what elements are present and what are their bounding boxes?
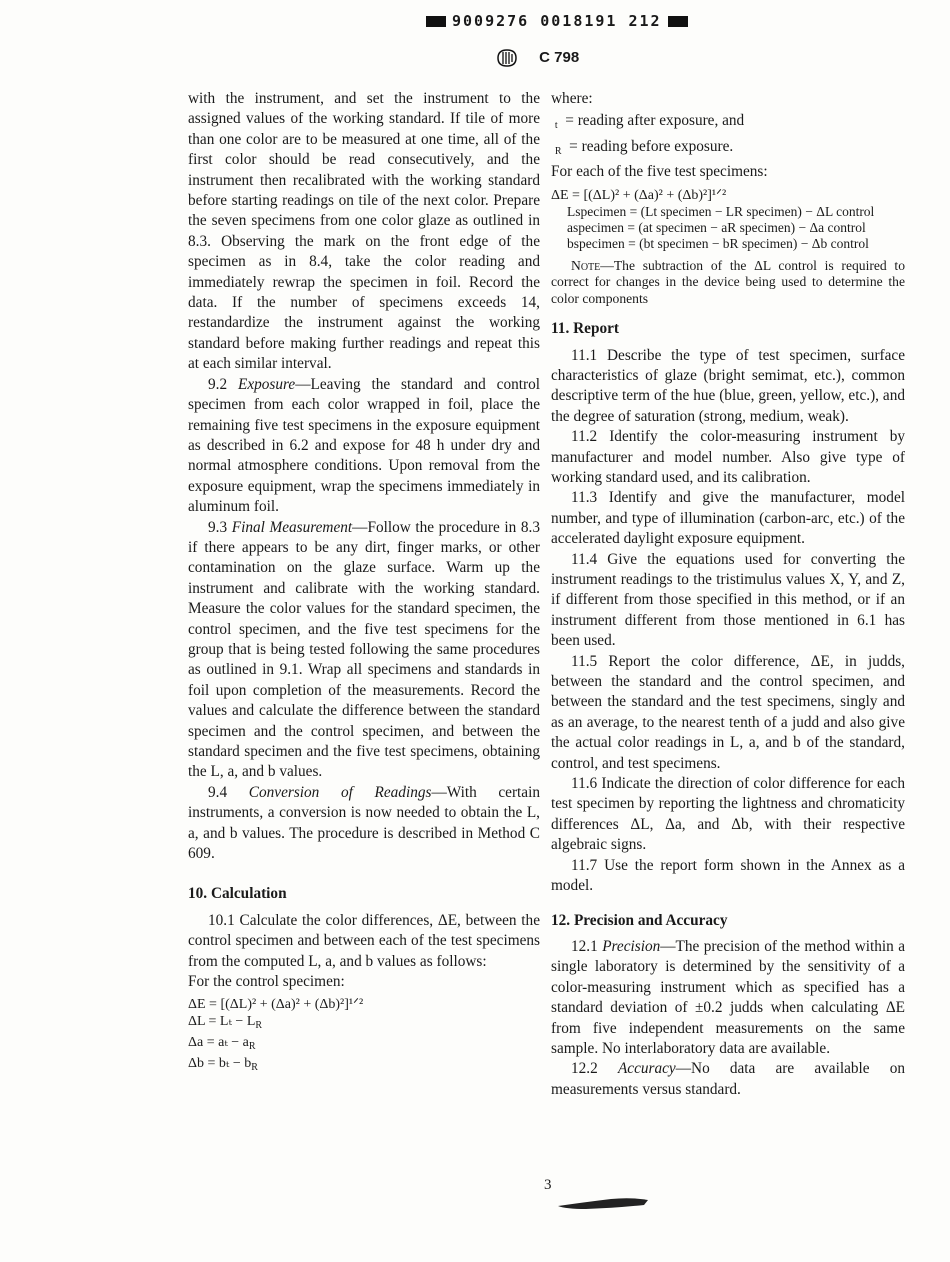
paragraph-12-1: 12.1 Precision—The precision of the method within a single laboratory is determined by the sensitivity of a color-measuring instrument which as specified has a standard deviation of ±0.2 judds when calculating ΔE from five independent measurements on the same sample. No interlaboratory data are available. [551,937,905,1057]
equation-delta-e: ΔE = [(ΔL)² + (Δa)² + (Δb)²]¹ᐟ² [188,997,364,1013]
section-title-accuracy: Accuracy [617,1060,676,1078]
equation-a-specimen: aspecimen = (at specimen − aR specimen) − Δa control [567,219,866,235]
paragraph-11-4: 11.4 Give the equations used for converting the instrument readings to the tristimulus values X, Y, and Z, if different from those specified in this method, or if an instrument different from those mentioned in 6.1 has been used. [551,550,905,650]
section-title-conversion: Conversion of Readings [248,783,432,801]
where-item-before: $_R$ = reading before exposure. [554,137,734,157]
paragraph-10-1: 10.1 Calculate the color differences, ΔE, between the control specimen and between each of the test specimens from the computed L, a, and b values as follows: [188,911,540,970]
barcode-block-right [668,16,688,27]
heading-precision-accuracy: 12. Precision and Accuracy [551,911,728,929]
equation-block-control [188,996,540,1076]
paragraph-11-6: 11.6 Indicate the direction of color difference for each test specimen by reporting the lightness and chromaticity differences ΔL, Δa, and Δb, with their respective algebraic signs. [551,775,905,854]
designation: C 798 [539,48,580,66]
equation-delta-b: $\Delta b = b_t - b_R$ [188,1056,258,1074]
equation-delta-e-test: ΔE = [(ΔL)² + (Δa)² + (Δb)²]¹ᐟ² [551,187,727,203]
left-column [188,89,540,1080]
equation-l-specimen: Lspecimen = (Lt specimen − LR specimen) − ΔL control [567,203,875,219]
control-specimen-label: For the control specimen: [188,973,345,991]
section-title-exposure: Exposure [238,375,296,393]
right-column [551,89,905,1100]
paragraph-9-4: 9.4 Conversion of Readings—With certain instruments, a conversion is now needed to obtain the L, a, and b values. The procedure is described in Method C 609. [188,783,540,863]
page-number: 3 [544,1177,552,1193]
equation-delta-a: $\Delta a = a_t - a_R$ [188,1035,256,1053]
equation-block-test [551,187,905,252]
paragraph-11-3: 11.3 Identify and give the manufacturer, model number, and type of illumination (carbon-arc, etc.) of the accelerated daylight exposure equipment. [551,489,905,548]
paragraph-11-1: 11.1 Describe the type of test specimen, surface characteristics of glaze (bright semimat, etc.), common descriptive term of the hue (blue, green, yellow, etc.), and the degree of saturation (strong, medium, weak). [551,346,905,425]
heading-calculation: 10. Calculation [188,885,287,903]
equation-delta-l: $\Delta L = L_t - L_R$ [188,1014,263,1032]
paragraph-9-1-cont: with the instrument, and set the instrument to the assigned values of the working standard. If tile of more than one color are to be measured at one time, all of the first color should be read consecutively, and the instrument then recalibrated with the working standard before starting readings on tile of the next color. Prepare the seven specimens from one color glaze as outlined in 8.3. Observing the mark on the front edge of the specimen as in 8.4, take the color reading and immediately rewrap the specimen in foil. Record the data. If the number of specimens exceeds 14, restandardize the instrument against the working standard before making further readings and repeat this at each similar interval. [188,90,540,373]
note: Note—The subtraction of the ΔL control is required to correct for changes in the device being used to determine the color components [551,257,905,306]
section-title-final-measurement: Final Measurement [231,518,353,536]
barcode-text: 9009276 0018191 212 [452,12,662,30]
heading-report: 11. Report [551,320,619,338]
barcode-line [420,12,694,30]
where-label: where: [551,90,593,107]
paragraph-9-3: 9.3 Final Measurement—Follow the procedure in 8.3 if there appears to be any dirt, finger marks, or other contamination on the glaze surface. Warm up the instrument and calibrate with the working standard. Measure the color values for the standard specimen, the control specimen, and the five test specimens for the group that is being tested following the same procedures as outlined in 9.1. Wrap all specimens and standards in foil upon completion of the measurements. Record the values and calculate the difference between the standard specimen and the control specimen, and between the standard specimen and the five test specimens, obtaining the L, a, and b values. [188,518,540,781]
section-title-precision: Precision [602,937,661,955]
barcode-block-left [426,16,446,27]
paragraph-11-7: 11.7 Use the report form shown in the Annex as a model. [551,856,905,895]
scan-smudge-icon [556,1196,651,1210]
astm-logo-icon [495,48,519,68]
paragraph-11-2: 11.2 Identify the color-measuring instrument by manufacturer and model number. Also give type of working standard used, and its calibration. [551,428,905,486]
test-specimens-label: For each of the five test specimens: [551,163,768,181]
where-item-after: $_t$ = reading after exposure, and [554,112,745,132]
paragraph-12-2: 12.2 Accuracy—No data are available on measurements versus standard. [551,1060,905,1098]
paragraph-9-2: 9.2 Exposure—Leaving the standard and control specimen from each color wrapped in foil, place the remaining five test specimens in the exposure equipment as described in 6.2 and expose for 48 h under dry and normal atmosphere conditions. Upon removal from the exposure equipment, wrap the specimens immediately in aluminum foil. [188,375,541,516]
paragraph-11-5: 11.5 Report the color difference, ΔE, in judds, between the standard and the control specimen, and between the standard and the test specimens, singly and as an average, to the nearest tenth of a judd and also give the actual color readings in L, a, and b of the standard, control, and test specimens. [551,652,905,772]
page-header [495,48,579,68]
equation-b-specimen: bspecimen = (bt specimen − bR specimen) − Δb control [567,235,869,251]
